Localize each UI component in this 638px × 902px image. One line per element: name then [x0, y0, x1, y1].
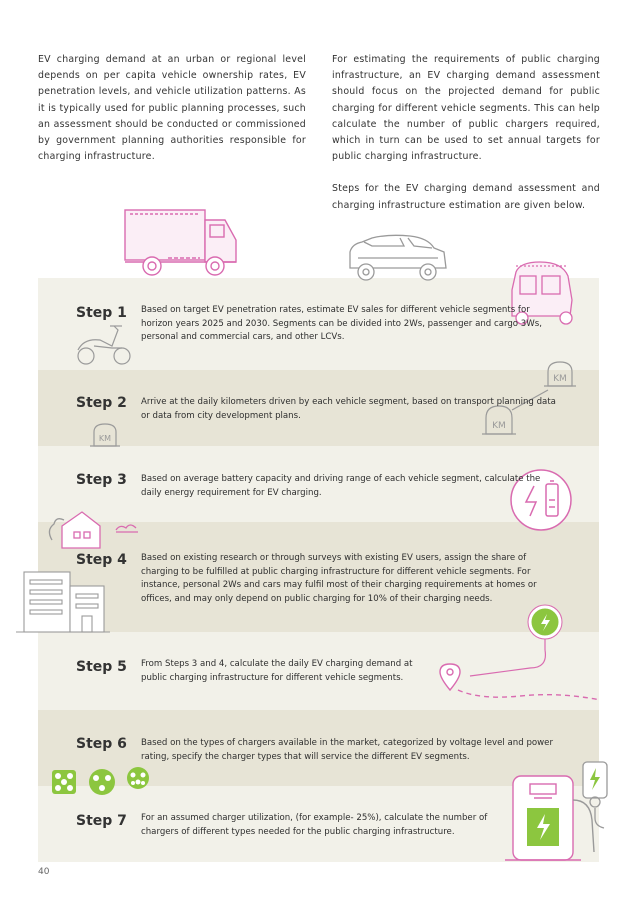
truck-icon [125, 210, 236, 275]
intro-paragraph: For estimating the requirements of public charging infrastructure, an EV charging demand assessment should focus on the projected demand for public charging for different vehicle segments. This can help calculate the number of public chargers required, which in turn can be used to set annual targets for public charging infrastructure. [332, 54, 600, 163]
scooter-icon [78, 326, 130, 364]
km-marker-label: KM [98, 434, 112, 443]
step-1-title: Step 1 [76, 305, 127, 321]
charger-plug-type-icons [52, 767, 149, 795]
step-4-title: Step 4 [76, 552, 127, 568]
step-1-text: Based on target EV penetration rates, estimate EV sales for different vehicle segments for horizon years 2025 and 2030. Segments can be divided into 2Ws, passenger and cargo 3Ws, personal and commercial cars, and other LCVs. [141, 305, 542, 343]
step-3-text: Based on average battery capacity and driving range of each vehicle segment, calculate the daily energy requirement for EV charging. [141, 474, 541, 498]
office-building-icon [16, 572, 110, 632]
step-5-text: From Steps 3 and 4, calculate the daily EV charging demand at public charging infrastructure for different vehicle segments. [141, 659, 413, 683]
step-5-title: Step 5 [76, 659, 127, 675]
page-number: 40 [38, 867, 50, 877]
step-2-title: Step 2 [76, 395, 127, 411]
charging-location-icon [470, 605, 562, 676]
step-3-title: Step 3 [76, 472, 127, 488]
km-marker-label: KM [553, 374, 567, 384]
step-6-text: Based on the types of chargers available in the market, categorized by voltage level and power rating, specify the charger types that will service the different EV segments. [141, 738, 554, 762]
step-4-text: Based on existing research or through surveys with existing EV users, assign the share of charging to be fulfilled at public charging infrastructure for different vehicle segments. For instance, personal 2Ws and cars may fulfil most of their charging requirements at homes or offices, and may only depend on public charging for 10% of their charging needs. [141, 553, 537, 604]
house-icon [49, 512, 138, 548]
intro-paragraph: EV charging demand at an urban or regional level depends on per capita vehicle ownership rates, EV penetration levels, and vehicle utilization patterns. As it is typically used for public planning processes, such an assessment should be conducted or commissioned by government planning authorities responsible for charging infrastructure. [38, 54, 306, 163]
step-2-text: Arrive at the daily kilometers driven by each vehicle segment, based on transport planning data or data from city development plans. [141, 397, 556, 421]
step-7-title: Step 7 [76, 813, 127, 829]
km-marker-label: KM [492, 421, 506, 431]
phone-charger-icon [583, 762, 607, 828]
car-icon [350, 235, 446, 280]
step-7-text: For an assumed charger utilization, (for example- 25%), calculate the number of chargers of different types needed for the public charging infrastructure. [141, 813, 488, 837]
step-6-title: Step 6 [76, 736, 127, 752]
charging-station-icon [505, 776, 594, 860]
intro-paragraph: Steps for the EV charging demand assessment and charging infrastructure estimation are given below. [332, 183, 600, 211]
